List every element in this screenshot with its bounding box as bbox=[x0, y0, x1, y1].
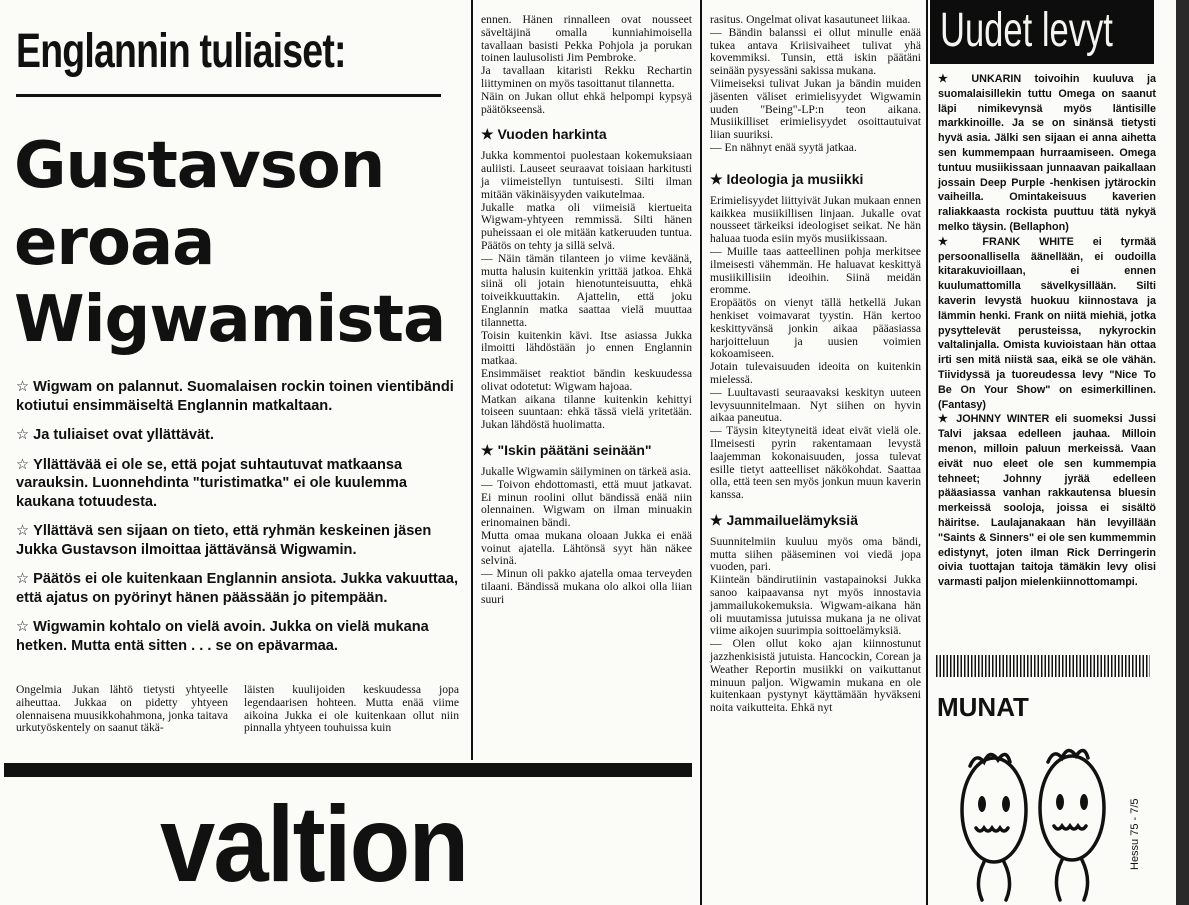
star-outline-icon: ☆ bbox=[16, 427, 30, 443]
paragraph: — Muille taas aatteellinen pohja merkitsee ilmeisesti vähemmän. He haluavat keskittyä musiikillisiin ideoihin. Siinä meidän eromme. bbox=[710, 244, 921, 297]
star-icon: ★ bbox=[938, 413, 957, 426]
body-column-1b: läisten kuulijoiden keskuudessa jopa legendaarisen hohteen. Mutta enää viime aikoina Jukka ei ole kuitenkaan ollut niin pinnalla yhtyeen touhuissa kuin bbox=[244, 683, 459, 735]
star-icon: ★ bbox=[710, 511, 727, 528]
star-outline-icon: ☆ bbox=[16, 571, 30, 587]
cartoon-title: MUNAT bbox=[937, 692, 1029, 722]
egg-cartoon-illustration bbox=[930, 740, 1160, 905]
paragraph: Erimielisyydet liittyivät Jukan mukaan ennen kaikkea musiikillisen linjaan. Jukalle ovat nousseet tärkeiksi ideologiset seikat. Ne hän haluaa tuoda esiin myös musiikissaan. bbox=[710, 193, 921, 246]
paragraph: Jukalle matka oli viimeisiä kiertueita Wigwam-yhtyeen remmissä. Silti hänen puheissaan ei ole mitään katkeruuden tuntua. Päätös on tehty ja sillä selvä. bbox=[481, 200, 692, 252]
paragraph: Jukka kommentoi puolestaan kokemuksiaan auliisti. Lauseet seuraavat toisiaan harkitusti ja viimeistellyn tuntuisesti. Silti ilman mitään väkinäisyyden vaikutelmaa. bbox=[481, 149, 692, 201]
paragraph: — Näin tämän tilanteen jo viime keväänä, mutta halusin kuitenkin yrittää jatkoa. Ehkä siinä oli jotain hienotunteisuutta, ehkä toiveikkuuttakin. Ajattelin, että joku Englannin matka saattaa vielä muuttaa tilannetta. bbox=[481, 251, 692, 329]
hatched-divider bbox=[936, 655, 1150, 677]
paragraph: Jotain tulevaisuuden ideoita on kuitenkin mielessä. bbox=[710, 360, 921, 386]
body-column-1a: Ongelmia Jukan lähtö tietysti yhtyeelle aiheuttaa. Jukkaa on pidetty yhtyeen olennaisena muusikkohahmona, jonka taitava urkutyöskentely on saanut täkä- bbox=[16, 683, 228, 735]
paragraph: — Täysin kiteytyneitä ideat eivät vielä ole. Ilmeisesti pyrin rakentamaan levystä laajemman kokonaisuuden, jossa tulevat esille tietyt aatteelliset näkökohdat. Saattaa olla, että teen sen myös jonkun muun kaverin kanssa. bbox=[710, 424, 921, 502]
column-rule bbox=[471, 0, 473, 760]
section-divider-bar bbox=[4, 763, 692, 777]
star-icon: ★ bbox=[481, 126, 498, 143]
lead-bullet: ☆ Ja tuliaiset ovat yllättävät. bbox=[16, 427, 214, 443]
paragraph: Suunnitelmiin kuuluu myös oma bändi, mutta siihen pääseminen voi viedä jopa vuoden, pari. bbox=[710, 534, 921, 574]
record-review: ★ FRANK WHITE ei tyrmää persoonallisella äänellään, ei oudoilla kitarakuvioillaan, ei ennen kuulumattomilla sävelkysillään. Silti kaverin levystä huokuu kiinnostava ja lämmin henki. Frank on niitä miehiä, jotka pysyttelevät perusteissa, nykyrockin valtalinjalla. Omista kuvioistaan hän ottaa irti sen mitä niistä saa, eikä se ole vähän. Tiividyssä ja tuoreudessa levy "Nice To Be On Your Show" on esimerkillinen. (Fantasy) bbox=[938, 235, 1157, 411]
paragraph: — Olen ollut koko ajan kiinnostunut jazzhenkisistä jutuista. Hancockin, Corean ja Weather Reportin musiikki on vaikuttanut minuun paljon. Wigwamin mukana en ole kuitenkaan pystynyt käyttämään hyväkseni noita vaikutteita. Ehkä nyt bbox=[710, 637, 921, 715]
star-outline-icon: ☆ bbox=[16, 379, 30, 395]
body-column-2 bbox=[481, 14, 692, 607]
headline-line-2: eroaa bbox=[14, 206, 215, 280]
star-outline-icon: ☆ bbox=[16, 619, 30, 635]
column-rule bbox=[700, 0, 702, 905]
headline-line-3: Wigwamista bbox=[14, 283, 446, 357]
subheading: ★ Ideologia ja musiikki bbox=[710, 170, 864, 187]
subheading: ★ Vuoden harkinta bbox=[481, 126, 607, 143]
second-headline: valtion bbox=[160, 783, 468, 904]
paragraph: — Luultavasti seuraavaksi keskityn uuteen levysuunnitelmaan. Nyt siihen on hyvin aikaa paneutua. bbox=[710, 385, 921, 425]
lead-bullet: ☆ Yllättävä sen sijaan on tieto, että ryhmän keskeinen jäsen Jukka Gustavson ilmoittaa jättävänsä Wigwamin. bbox=[16, 523, 432, 558]
paragraph: Eropäätös on vienyt tällä hetkellä Jukan henkiset voimavarat tyystin. Hän kertoo keskittyvänsä jonkin aikaa pääasiassa harjoitteluun ja uusien voimien kokoamiseen. bbox=[710, 296, 921, 361]
lead-bullet: ☆ Yllättävää ei ole se, että pojat suhtautuvat matkaansa varauksin. Luonnehdinta "turistimatka" ei ole kuulemma kaukana totuudesta. bbox=[16, 456, 407, 510]
page-edge bbox=[1176, 0, 1189, 905]
paragraph: Ensimmäiset reaktiot bändin keskuudessa olivat odotetut: Wigwam hajoaa. bbox=[481, 366, 692, 393]
record-review: ★ JOHNNY WINTER eli suomeksi Jussi Talvi jaksaa edelleen jauhaa. Milloin menon, milloin paluun merkeissä. Vaan eivät nuo eleet ole sen kummempia tehneet; Johnny jyrää edelleen pääasiassa vanhan rakkautensa bluesin merkeissä soolojа, joissa ei sisältö häiritse. Laulajanakaan hän levyillään "Saints & Sinners" ei ole sen kummemmin edistynyt, joten ilman Rick Derringerin oivia tuottajan taitoja tämäkin levy olisi varmasti paljon mielenkiinnottomampi. bbox=[938, 413, 1156, 589]
subheading: ★ "Iskin päätäni seinään" bbox=[481, 441, 652, 458]
records-reviews bbox=[938, 72, 1156, 590]
headline-line-1: Gustavson bbox=[14, 129, 385, 203]
paragraph: — Toivon ehdottomasti, että muut jatkavat. Ei minun roolini ollut bändissä enää niin olennainen. Wigwam on ilman minuakin erinomainen bändi. bbox=[481, 477, 692, 530]
lead-bullet: ☆ Wigwam on palannut. Suomalaisen rockin toinen vientibändi kotiutui ensimmäiseltä Englannin matkaltaan. bbox=[16, 379, 454, 414]
paragraph: ennen. Hänen rinnalleen ovat nousseet säveltäjinä omalla kunniahimoisella tavallaan basisti Pekka Pohjola ja porukan toinen laulusolisti Jim Pembroke. bbox=[481, 13, 692, 65]
star-icon: ★ bbox=[481, 441, 498, 458]
article-headline bbox=[14, 128, 474, 359]
paragraph: Viimeiseksi tulivat Jukan ja bändin muiden jäsenten väliset erimielisyydet Wigwamin uuden "Being"-LP:n teon aikana. Musiikilliset erimielisyydet osoittautuivat liian suuriksi. bbox=[710, 76, 921, 142]
paragraph: rasitus. Ongelmat olivat kasautuneet liikaa. bbox=[710, 13, 911, 26]
column-rule bbox=[926, 0, 928, 905]
paragraph: Matkan aikana tilanne kuitenkin kehittyi toiseen suuntaan: ehkä tässä vielä yritetään. Jukan lähdöstä huolimatta. bbox=[481, 392, 692, 432]
body-column-3 bbox=[710, 14, 921, 715]
paragraph: — En nähnyt enää syytä jatkaa. bbox=[710, 140, 857, 154]
record-review: ★ UNKARIN toivoihin kuuluva ja suomalaisillekin tuttu Omega on saanut läpi nimikevynsä myös läntisille markkinoille. Ja se on sinänsä tietysti hyvä asia. Jälki sen sijaan ei anna aihetta sen kummempaan hurraamiseen. Omega tuntuu musiikissaan junnaavan paikallaan jossain Deep Purple -henkisen jytärockin vaiheilla. Omintakeisuus kaverien raliakkaasta rockista puuttuu tätä nykyä melko täysin. (Bellaphon) bbox=[938, 73, 1156, 233]
subheading: ★ Jammailuelämyksiä bbox=[710, 511, 858, 528]
paragraph: Kiinteän bändirutiinin vastapainoksi Jukka sanoo kaipaavansa nyt myös innostavia jammailukokemuksia. Wigwam-aikana hän oli muutamissa jutuissa mukana ja ne olivat viime aikojen suurimpia soittoelämyksiä. bbox=[710, 573, 921, 638]
lead-bullet: ☆ Päätös ei ole kuitenkaan Englannin ansiota. Jukka vakuuttaa, että ajatus on pyörinyt hänen päässään jo pitempään. bbox=[16, 571, 459, 606]
paragraph: Jukalle Wigwamin säilyminen on tärkeä asia. bbox=[481, 464, 691, 478]
paragraph: Toisin kuitenkin kävi. Itse asiassa Jukka ilmoitti lähdöstään jo ennen Englannin matkaa. bbox=[481, 328, 692, 368]
lead-bullet: ☆ Wigwamin kohtalo on vielä avoin. Jukka on vielä mukana hetken. Mutta entä sitten . . . se on epävarmaa. bbox=[16, 619, 429, 654]
records-title: Uudet levyt bbox=[940, 4, 1113, 57]
kicker-underline bbox=[16, 94, 441, 97]
cartoon-signature: Hessu 75 - 7/5 bbox=[1129, 798, 1141, 870]
paragraph: Ja tavallaan kitaristi Rekku Rechartin liittyminen on myös tasoittanut tilannetta. bbox=[481, 64, 692, 90]
star-outline-icon: ☆ bbox=[16, 456, 30, 473]
article-kicker: Englannin tuliaiset: bbox=[16, 25, 346, 78]
paragraph: Näin on Jukan ollut ehkä helpompi kypsyä päätökseensä. bbox=[481, 89, 692, 116]
star-icon: ★ bbox=[710, 170, 727, 187]
lead-bullets bbox=[16, 378, 466, 666]
star-icon: ★ bbox=[938, 73, 972, 85]
star-icon: ★ bbox=[938, 235, 983, 248]
paragraph: — Bändin balanssi ei ollut minulle enää tukea antava Kriisivaiheet tulivat yhä kovemmiksi. Tunsin, että iskin päätäni seinään pysyessäni sakissa mukana. bbox=[710, 25, 921, 78]
paragraph: Mutta omaa mukana oloaan Jukka ei enää voinut ajatella. Lähtönsä syyt hän näkee selvinä. bbox=[481, 528, 692, 568]
star-outline-icon: ☆ bbox=[16, 523, 30, 539]
paragraph: — Minun oli pakko ajatella omaa terveyden tilaani. Bändissä mukana olo alkoi olla liian suuri bbox=[481, 567, 692, 606]
